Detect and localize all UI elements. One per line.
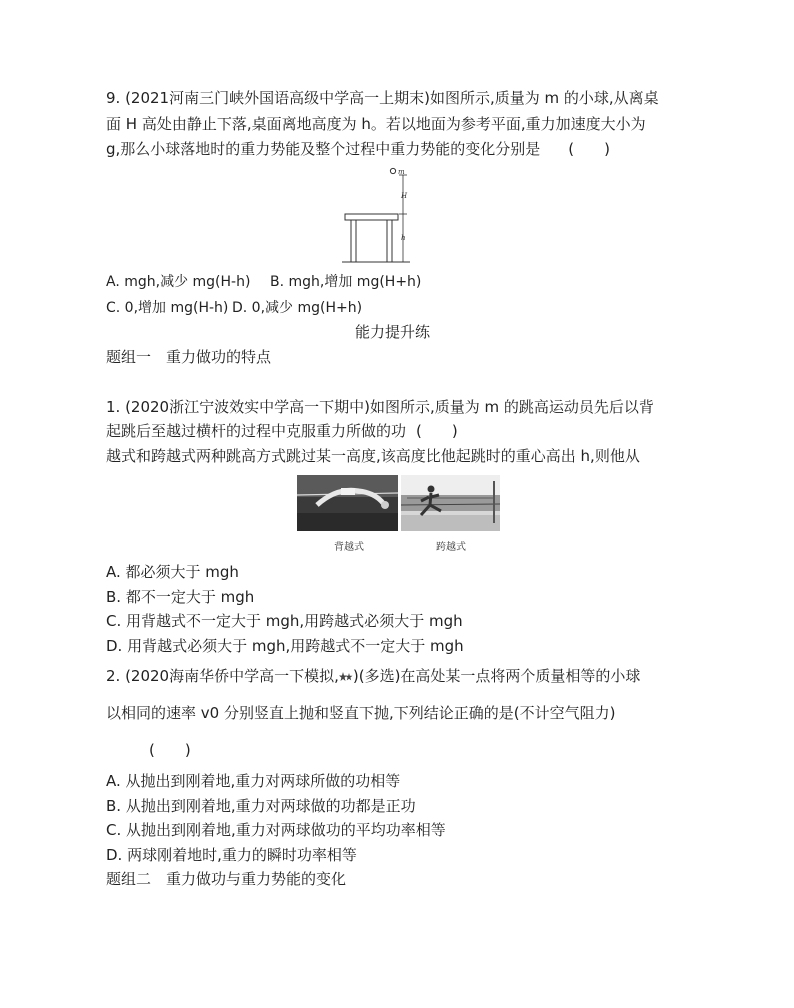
- q9-stem-line3: [106, 139, 610, 159]
- q2-stem-text-a: 2. (2020海南华侨中学高一下模拟,: [106, 667, 339, 685]
- q9-option-d: D. 0,减少 mg(H+h): [232, 300, 363, 316]
- q1-option-b: B. 都不一定大于 mgh: [106, 588, 255, 606]
- q1-stem-line3: [106, 421, 458, 441]
- q1-stem-line2: 越式和跨越式两种跳高方式跳过某一高度,该高度比他起跳时的重心高出 h,则他从: [106, 447, 640, 465]
- q2-option-a: A. 从抛出到刚着地,重力对两球所做的功相等: [106, 772, 401, 790]
- back-flop-photo: [297, 475, 398, 531]
- scissors-jump-photo: [401, 475, 500, 531]
- q2-stem-line1: [106, 666, 640, 686]
- q9-answer-blank: ( ): [568, 140, 611, 158]
- q9-option-c: C. 0,增加 mg(H-h): [106, 300, 229, 316]
- q9-stem-line2: 面 H 高处由静止下落,桌面离地高度为 h。若以地面为参考平面,重力加速度大小为: [106, 115, 646, 133]
- q2-option-c: C. 从抛出到刚着地,重力对两球做功的平均功率相等: [106, 821, 446, 839]
- q1-answer-blank: ( ): [416, 422, 458, 440]
- group2-title: 题组二 重力做功与重力势能的变化: [106, 870, 347, 888]
- q9-stem-text: g,那么小球落地时的重力势能及整个过程中重力势能的变化分别是: [106, 140, 541, 158]
- q2-option-d: D. 两球刚着地时,重力的瞬时功率相等: [106, 846, 357, 864]
- q1-stem-text: 起跳后至越过横杆的过程中克服重力所做的功: [106, 422, 407, 440]
- q9-stem-line1: 9. (2021河南三门峡外国语高级中学高一上期末)如图所示,质量为 m 的小球,从离桌: [106, 89, 659, 107]
- fig9-label-H: H: [401, 192, 408, 200]
- group1-title: 题组一 重力做功的特点: [106, 348, 272, 366]
- fig9-label-h: h: [401, 234, 406, 242]
- difficulty-stars-icon: [339, 672, 353, 682]
- q2-stem-text-b: )(多选)在高处某一点将两个质量相等的小球: [352, 667, 641, 685]
- q1-option-c: C. 用背越式不一定大于 mgh,用跨越式必须大于 mgh: [106, 612, 463, 630]
- q1-stem-line1: 1. (2020浙江宁波效实中学高一下期中)如图所示,质量为 m 的跳高运动员先后以背: [106, 398, 654, 416]
- q2-answer-blank: ( ): [149, 741, 191, 759]
- fig9-label-m: m: [398, 168, 405, 176]
- table-drop-figure: [342, 166, 422, 264]
- q1-option-d: D. 用背越式必须大于 mgh,用跨越式不一定大于 mgh: [106, 637, 464, 655]
- caption-scissors: 跨越式: [436, 542, 466, 553]
- q2-stem-line2: 以相同的速率 v0 分别竖直上抛和竖直下抛,下列结论正确的是(不计空气阻力): [106, 704, 616, 722]
- q9-option-a: A. mgh,减少 mg(H-h): [106, 274, 251, 290]
- q2-option-b: B. 从抛出到刚着地,重力对两球做的功都是正功: [106, 797, 416, 815]
- q1-option-a: A. 都必须大于 mgh: [106, 563, 239, 581]
- caption-back-flop: 背越式: [334, 542, 364, 553]
- section-title: 能力提升练: [355, 323, 431, 341]
- q9-option-b: B. mgh,增加 mg(H+h): [270, 274, 422, 290]
